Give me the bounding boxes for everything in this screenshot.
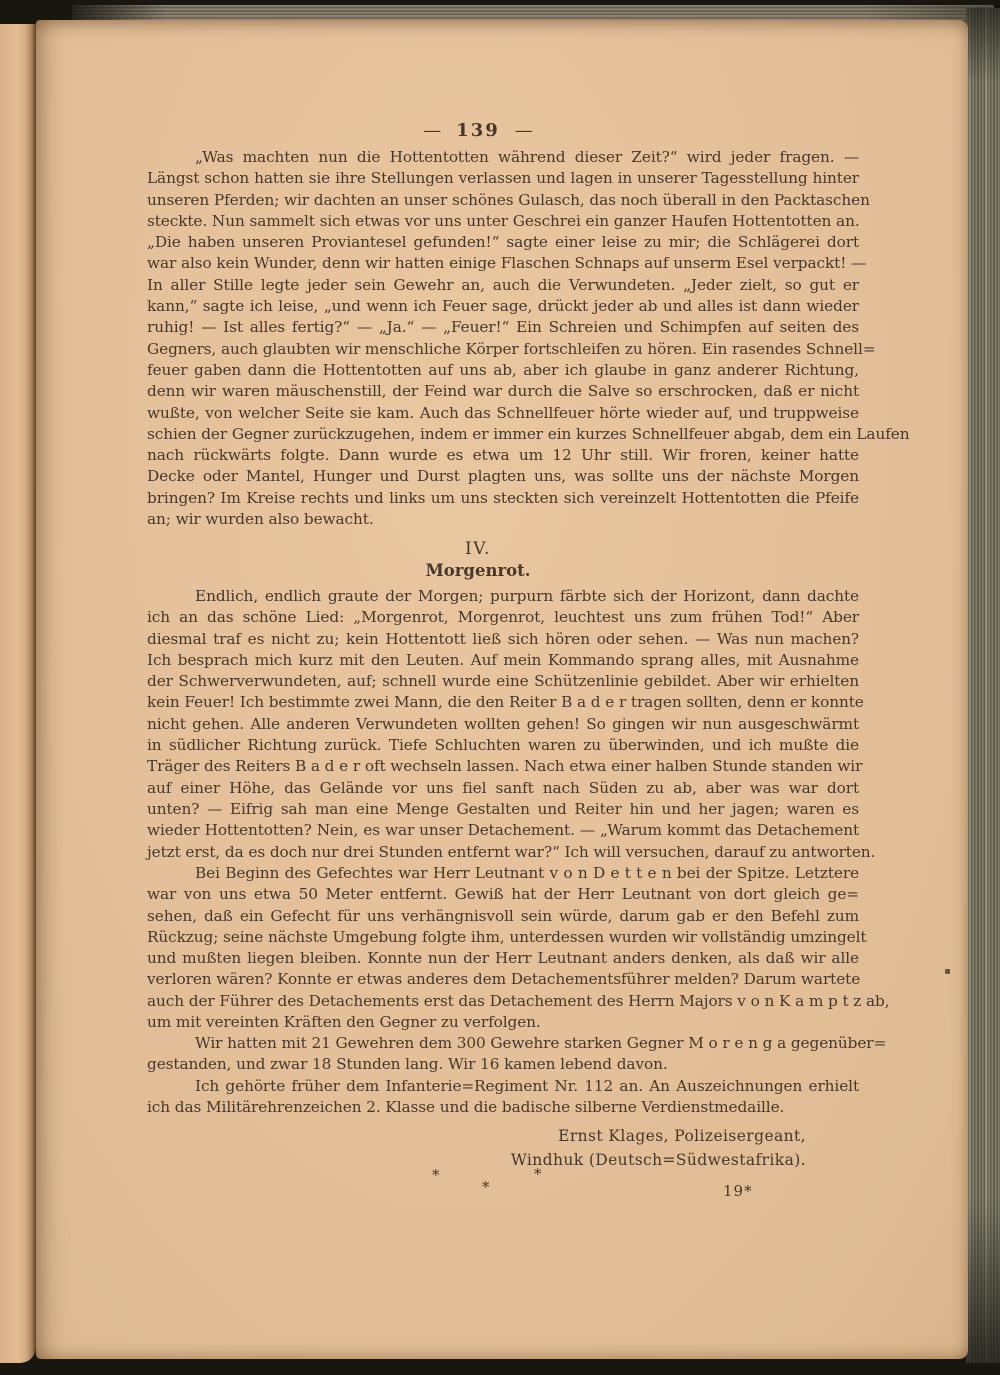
text-line: ich an das schöne Lied: „Morgenrot, Morgenrot, leuchtest uns zum frühen Tod!“ Aber	[147, 608, 859, 627]
text-line: Ich gehörte früher dem Infanterie=Regiment Nr. 112 an. An Auszeichnungen erhielt	[195, 1077, 859, 1095]
signature-name: Ernst Klages, Polizeisergeant,	[558, 1127, 806, 1145]
text-line: Decke oder Mantel, Hunger und Durst plagten uns, was sollte uns der nächste Morgen	[147, 467, 859, 486]
text-line: nicht gehen. Alle anderen Verwundeten wollten gehen! So gingen wir nun ausgeschwärmt	[147, 714, 859, 733]
running-head	[122, 120, 834, 141]
text-line: Endlich, endlich graute der Morgen; purpurn färbte sich der Horizont, dann dachte	[195, 587, 859, 605]
text-line: denn wir waren mäuschenstill, der Feind war durch die Salve so erschrocken, daß er nicht	[147, 382, 859, 401]
chapter-number: IV.	[465, 539, 491, 559]
text-line: feuer gaben dann die Hottentotten auf uns ab, aber ich glaube in ganz anderer Richtung,	[147, 360, 859, 379]
separator-asterisk: *	[482, 1178, 490, 1196]
book-page	[36, 20, 968, 1359]
text-line: war von uns etwa 50 Meter entfernt. Gewiß hat der Herr Leutnant von dort gleich ge=	[147, 885, 859, 904]
text-line: steckte. Nun sammelt sich etwas vor uns unter Geschrei ein ganzer Haufen Hottentotten an.	[147, 211, 860, 230]
text-line: ich das Militärehrenzeichen 2. Klasse und die badische silberne Verdienstmedaille.	[147, 1098, 785, 1117]
text-line: verloren wären? Konnte er etwas anderes dem Detachementsführer melden? Darum wartete	[147, 970, 861, 989]
text-line: wieder Hottentotten? Nein, es war unser Detachement. — „Warum kommt das Detachement	[147, 821, 859, 840]
paragraph-2	[147, 586, 876, 863]
author-signature	[511, 1124, 806, 1172]
text-line: wußte, von welcher Seite sie kam. Auch das Schnellfeuer hörte wieder auf, und truppweise	[147, 403, 859, 422]
text-line: in südlicher Richtung zurück. Tiefe Schluchten waren zu überwinden, und ich mußte die	[147, 736, 859, 755]
text-line: Rückzug; seine nächste Umgebung folgte ihm, unterdessen wurden wir vollständig umzingelt	[147, 927, 867, 946]
text-line: Bei Beginn des Gefechtes war Herr Leutnant v o n D e t t e n bei der Spitze. Letztere	[195, 864, 859, 882]
header-dash-left: —	[423, 120, 442, 141]
paper-speck	[945, 969, 950, 974]
text-line: ruhig! — Ist alles fertig?“ — „Ja.“ — „Feuer!“ Ein Schreien und Schimpfen auf seiten des	[147, 318, 859, 337]
text-line: war also kein Wunder, denn wir hatten einige Flaschen Schnaps auf unserm Esel verpackt! —	[147, 254, 867, 273]
text-line: „Die haben unseren Proviantesel gefunden!“ sagte einer leise zu mir; die Schlägerei dort	[147, 233, 859, 252]
text-line: der Schwerverwundeten, auf; schnell wurde eine Schützenlinie gebildet. Aber wir erhielten	[147, 672, 859, 691]
text-line: und mußten liegen bleiben. Konnte nun der Herr Leutnant anders denken, als daß wir alle	[147, 949, 859, 968]
text-line: kann,“ sagte ich leise, „und wenn ich Feuer sage, drückt jeder ab und alles ist dann wieder	[147, 297, 859, 316]
text-line: Längst schon hatten sie ihre Stellungen verlassen und lagen in unserer Tagesstellung hinter	[147, 169, 859, 188]
chapter-title: Morgenrot.	[425, 561, 531, 580]
text-column	[147, 20, 910, 1359]
text-line: unten? — Eifrig sah man eine Menge Gestalten und Reiter hin und her jagen; waren es	[147, 799, 859, 818]
text-line: um mit vereinten Kräften den Gegner zu verfolgen.	[147, 1013, 541, 1032]
fore-edge-page-stack	[966, 8, 1000, 1363]
text-line: In aller Stille legte jeder sein Gewehr an, auch die Verwundeten. „Jeder zielt, so gut er	[147, 275, 859, 294]
paragraph-1	[147, 147, 910, 530]
paragraph-5	[147, 1076, 859, 1119]
paragraph-4	[147, 1033, 887, 1076]
text-line: sehen, daß ein Gefecht für uns verhängnisvoll sein würde, darum gab er den Befehl zum	[147, 906, 859, 925]
printer-signature-mark: 19*	[723, 1182, 753, 1200]
text-line: Träger des Reiters B a d e r oft wechseln lassen. Nach etwa einer halben Stunde standen wir	[147, 757, 863, 776]
text-line: bringen? Im Kreise rechts und links um uns steckten sich vereinzelt Hottentotten die Pfeife	[147, 488, 859, 507]
text-line: kein Feuer! Ich bestimmte zwei Mann, die den Reiter B a d e r tragen sollten, denn er konnte	[147, 693, 864, 712]
separator-asterisk: *	[432, 1166, 440, 1184]
header-dash-right: —	[514, 120, 533, 141]
text-line: auch der Führer des Detachements erst das Detachement des Herrn Majors v o n K a m p t z ab,	[147, 991, 890, 1010]
opposite-page-gutter	[0, 24, 36, 1363]
text-line: an; wir wurden also bewacht.	[147, 510, 374, 529]
text-line: Gegners, auch glaubten wir menschliche Körper fortschleifen zu hören. Ein rasendes Schnell=	[147, 339, 876, 358]
text-line: „Was machten nun die Hottentotten während dieser Zeit?“ wird jeder fragen. —	[195, 148, 859, 166]
text-line: auf einer Höhe, das Gelände vor uns fiel sanft nach Süden zu ab, aber was war dort	[147, 778, 859, 797]
text-line: nach rückwärts folgte. Dann wurde es etwa um 12 Uhr still. Wir froren, keiner hatte	[147, 446, 859, 465]
page-number: 139	[456, 120, 500, 141]
text-line: Wir hatten mit 21 Gewehren dem 300 Gewehre starken Gegner M o r e n g a gegenüber=	[195, 1034, 887, 1052]
separator-asterisk: *	[534, 1165, 542, 1183]
text-line: jetzt erst, da es doch nur drei Stunden entfernt war?“ Ich will versuchen, darauf zu antworten.	[147, 842, 876, 861]
text-line: unseren Pferden; wir dachten an unser schönes Gulasch, das noch überall in den Packtaschen	[147, 190, 870, 209]
text-line: diesmal traf es nicht zu; kein Hottentott ließ sich hören oder sehen. — Was nun machen?	[147, 629, 859, 648]
signature-place: Windhuk (Deutsch=Südwestafrika).	[510, 1151, 806, 1169]
text-line: schien der Gegner zurückzugehen, indem er immer ein kurzes Schnellfeuer abgab, dem ein Laufen	[147, 424, 910, 443]
text-line: gestanden, und zwar 18 Stunden lang. Wir 16 kamen lebend davon.	[147, 1055, 668, 1074]
paragraph-3	[147, 863, 890, 1033]
text-line: Ich besprach mich kurz mit den Leuten. Auf mein Kommando sprang alles, mit Ausnahme	[147, 650, 859, 669]
